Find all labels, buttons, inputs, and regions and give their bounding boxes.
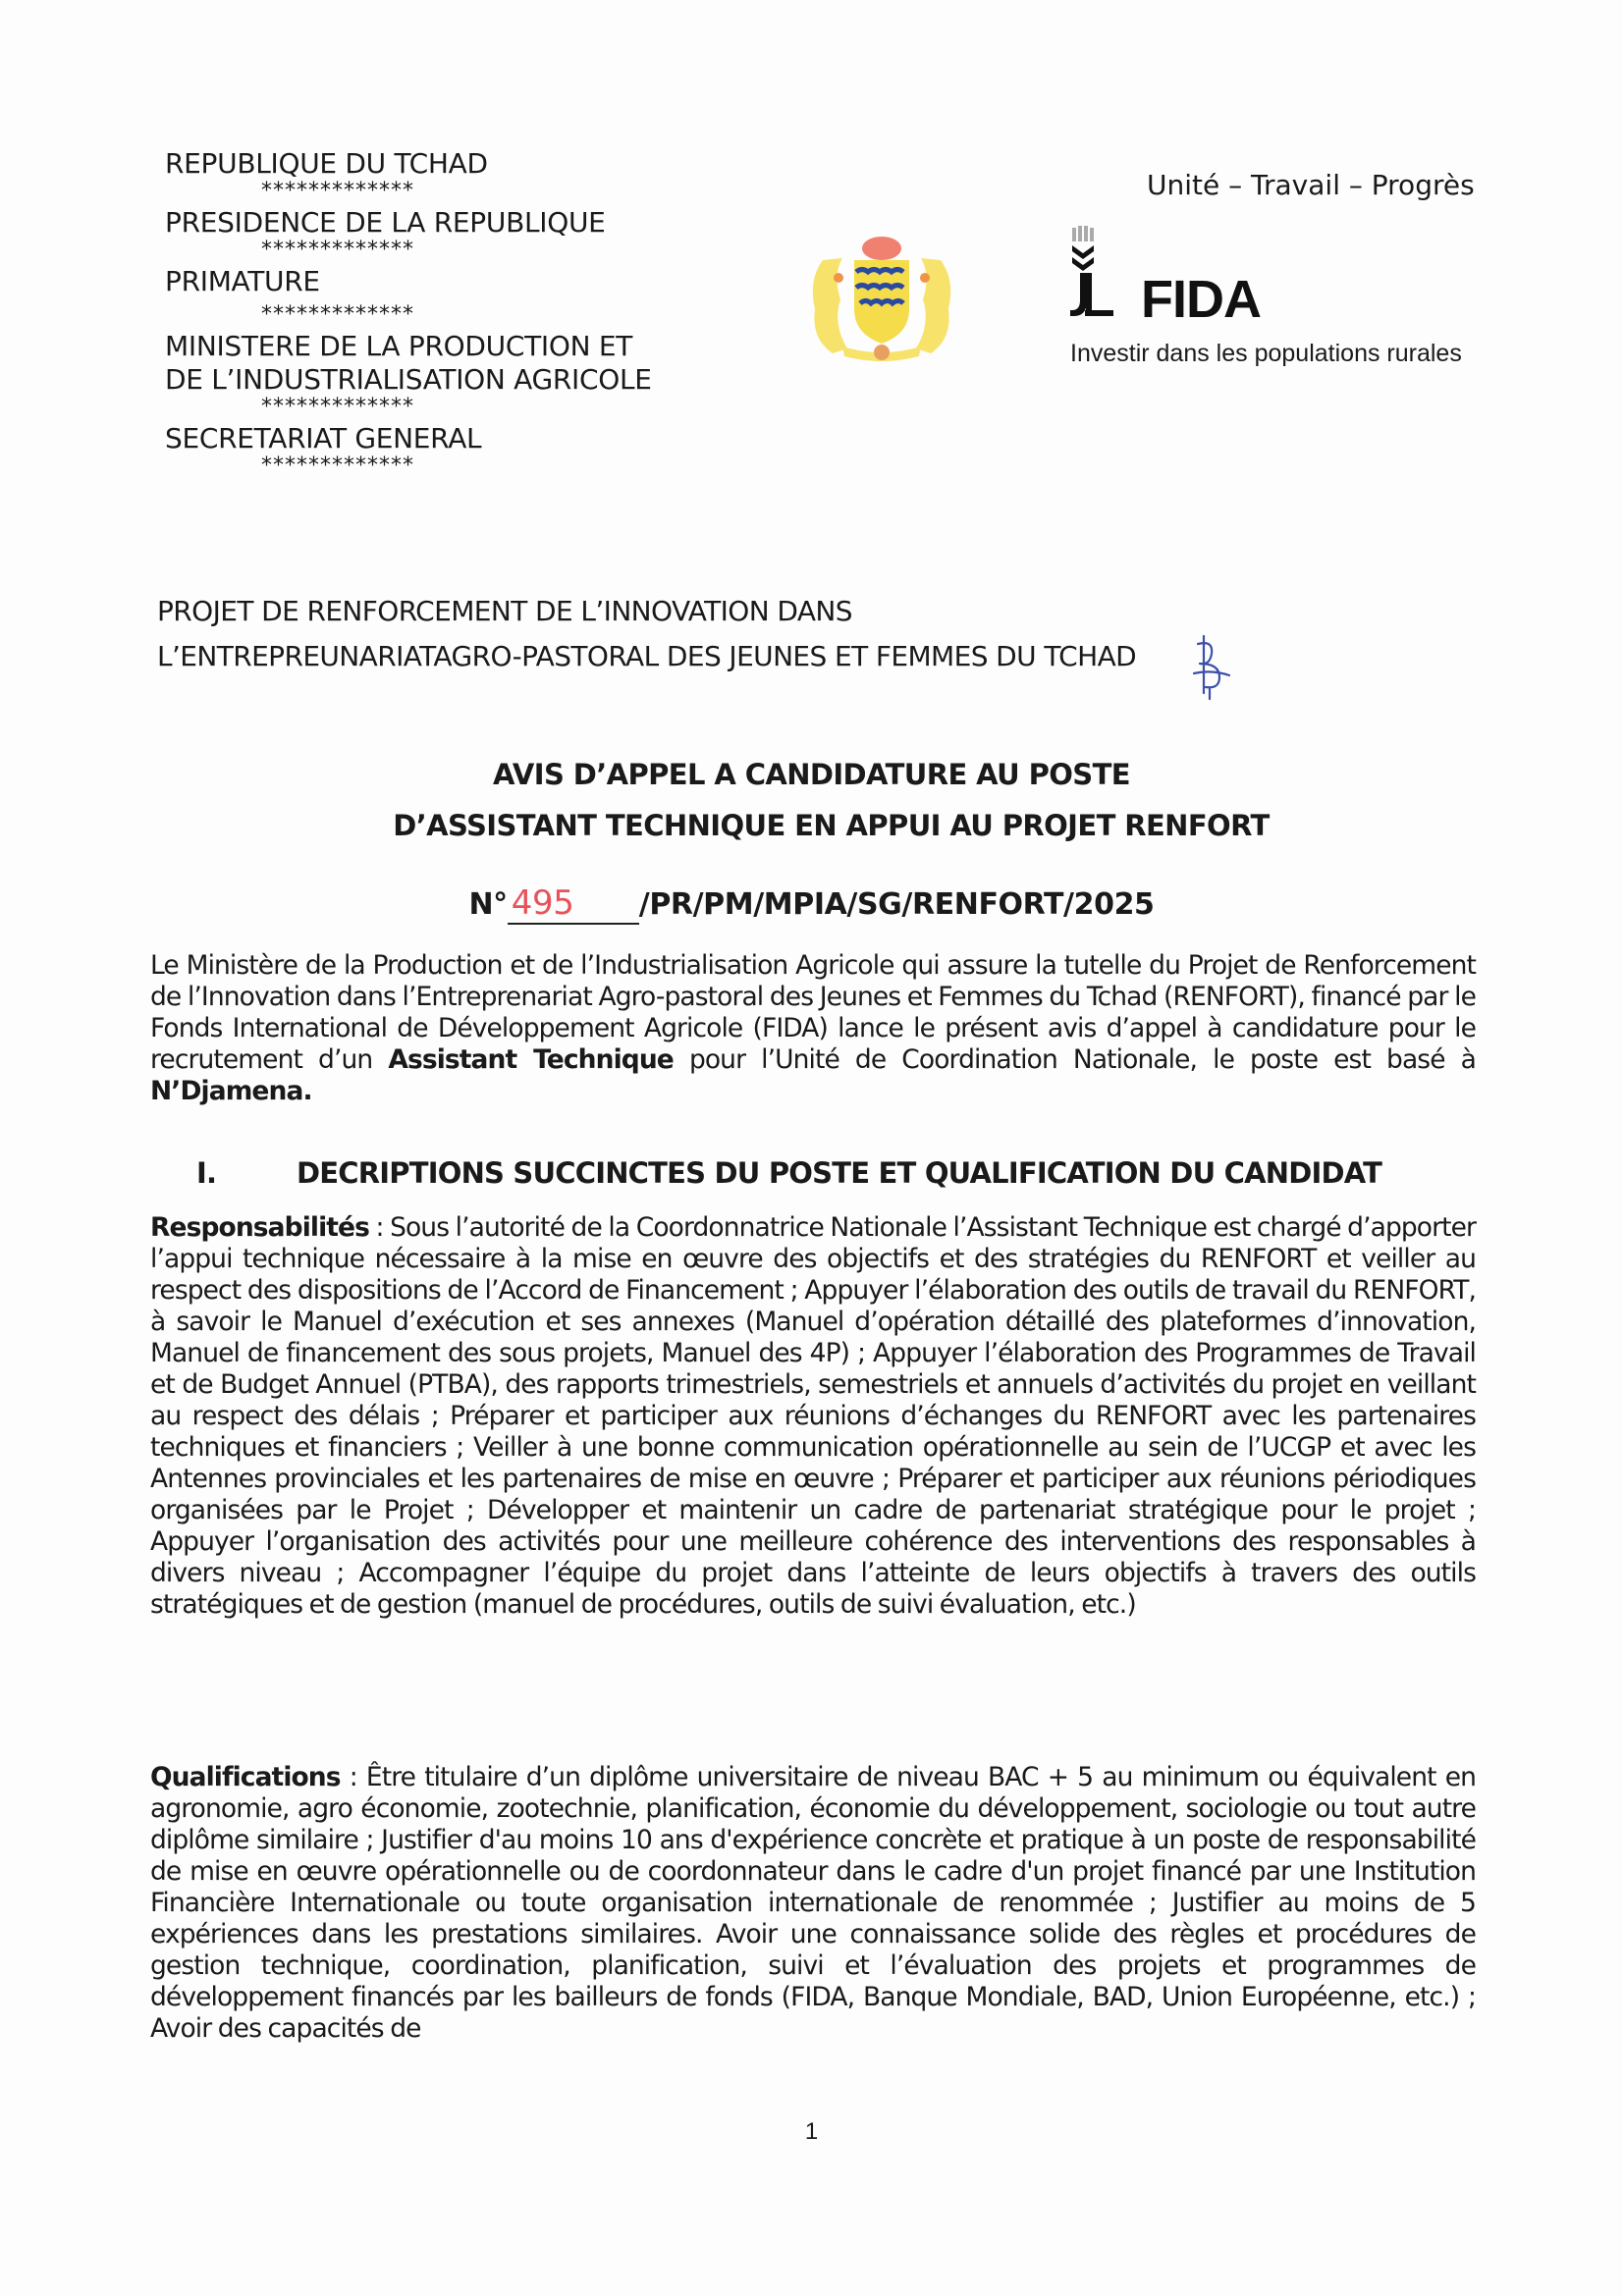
intro-text: Le Ministère de la Production et de l’Industrialisation Agricole qui assure la tutelle du Projet de Renforcement de l’Innovation dans l’Entreprenariat Agro-pastoral des Jeunes et Femmes du Tchad (RENFORT), financé par le Fonds International de Développement Agricole (FIDA) lance le présent avis d’appel à candidature pour le recrutement d’un [150, 950, 1476, 1075]
handwritten-initials-icon [1190, 634, 1233, 701]
section-heading [196, 1156, 1381, 1190]
header-line-ministry-2: DE L’INDUSTRIALISATION AGRICOLE [165, 363, 652, 396]
reference-prefix: N° [468, 887, 508, 922]
header-line-ministry: MINISTERE DE LA PRODUCTION ET [165, 330, 633, 362]
position-title: Assistant Technique [388, 1044, 674, 1075]
handwritten-reference-number: 495 [508, 883, 639, 925]
header-separator: ************* [261, 302, 414, 327]
header-separator: ************* [261, 395, 414, 419]
section-number: I. [196, 1156, 217, 1190]
chad-coat-of-arms-icon [803, 231, 960, 368]
responsibilities-paragraph [150, 1212, 1476, 1621]
fida-tagline: Investir dans les populations rurales [1070, 340, 1462, 367]
header-line-presidency: PRESIDENCE DE LA REPUBLIQUE [165, 206, 606, 239]
project-name-line-1: PROJET DE RENFORCEMENT DE L’INNOVATION DANS [157, 595, 852, 627]
page-number: 1 [804, 2118, 819, 2145]
header-line-secretariat: SECRETARIAT GENERAL [165, 422, 482, 454]
responsibilities-text: : Sous l’autorité de la Coordonnatrice Nationale l’Assistant Technique est chargé d’apporter l’appui technique nécessaire à la mise en œuvre des objectifs et des stratégies du RENFORT et veiller au respect des dispositions de l’Accord de Financement ; Appuyer l’élaboration des outils de travail du RENFORT, à savoir le Manuel d’exécution et ses annexes (Manuel d’opération détaillé des plateformes d’innovation, Manuel de financement des sous projets, Manuel des 4P) ; Appuyer l’élaboration des Programmes de Travail et de Budget Annuel (PTBA), des rapports trimestriels, semestriels et annuels d’activités du projet en veillant au respect des délais ; Préparer et participer aux réunions d’échanges du RENFORT avec les partenaires techniques et financiers ; Veiller à une bonne communication opérationnelle au sein de l’UCGP et avec les Antennes provinciales et les partenaires de mise en œuvre ; Préparer et participer aux réunions périodiques organisées par le Projet ; Développer et maintenir un cadre de partenariat stratégique pour le projet ; Appuyer l’organisation des activités pour une meilleure cohérence des interventions des responsables à divers niveau ; Accompagner l’équipe du projet dans l’atteinte de leurs objectifs à travers des outils stratégiques et de gestion (manuel de procédures, outils de suivi évaluation, etc.) [150, 1212, 1476, 1620]
header-separator: ************* [261, 238, 414, 262]
header-separator: ************* [261, 179, 414, 203]
intro-text: pour l’Unité de Coordination Nationale, le poste est basé à [673, 1044, 1476, 1075]
qualifications-text: : Être titulaire d’un diplôme universitaire de niveau BAC + 5 au minimum ou équivalent en agronomie, agro économie, zootechnie, planification, économie du développement, sociologie ou tout autre diplôme similaire ; Justifier d'au moins 10 ans d'expérience concrète et pratique à un poste de responsabilité de mise en œuvre opérationnelle ou de coordonnateur dans le cadre d'un projet financé par une Institution Financière Internationale ou toute organisation internationale de renommée ; Justifier au moins de 5 expériences dans les prestations similaires. Avoir une connaissance solide des règles et procédures de gestion technique, coordination, planification, suivi et l’évaluation des projets et programmes de développement financés par les bailleurs de fonds (FIDA, Banque Mondiale, BAD, Union Européenne, etc.) ; Avoir des capacités de [150, 1762, 1476, 2044]
responsibilities-label: Responsabilités [150, 1212, 369, 1243]
header-line-republic: REPUBLIQUE DU TCHAD [165, 147, 488, 180]
intro-paragraph [150, 950, 1476, 1107]
header-line-primature: PRIMATURE [165, 265, 320, 297]
project-name [157, 589, 1136, 679]
fida-logo-text: FIDA [1141, 270, 1261, 329]
qualifications-label: Qualifications [150, 1762, 341, 1792]
qualifications-paragraph [150, 1762, 1476, 2045]
notice-title-line-2: D’ASSISTANT TECHNIQUE EN APPUI AU PROJET RENFORT [393, 809, 1270, 842]
reference-number [0, 883, 1623, 925]
location: N’Djamena. [150, 1076, 312, 1106]
project-name-line-2: L’ENTREPREUNARIATAGRO-PASTORAL DES JEUNES ET FEMMES DU TCHAD [157, 640, 1137, 672]
reference-suffix: /PR/PM/MPIA/SG/RENFORT/2025 [638, 887, 1155, 922]
header-separator: ************* [261, 454, 414, 478]
notice-title-line-1: AVIS D’APPEL A CANDIDATURE AU POSTE [493, 758, 1130, 791]
national-motto: Unité – Travail – Progrès [1147, 169, 1475, 201]
section-title: DECRIPTIONS SUCCINCTES DU POSTE ET QUALIFICATION DU CANDIDAT [297, 1156, 1382, 1190]
government-header [165, 147, 715, 481]
